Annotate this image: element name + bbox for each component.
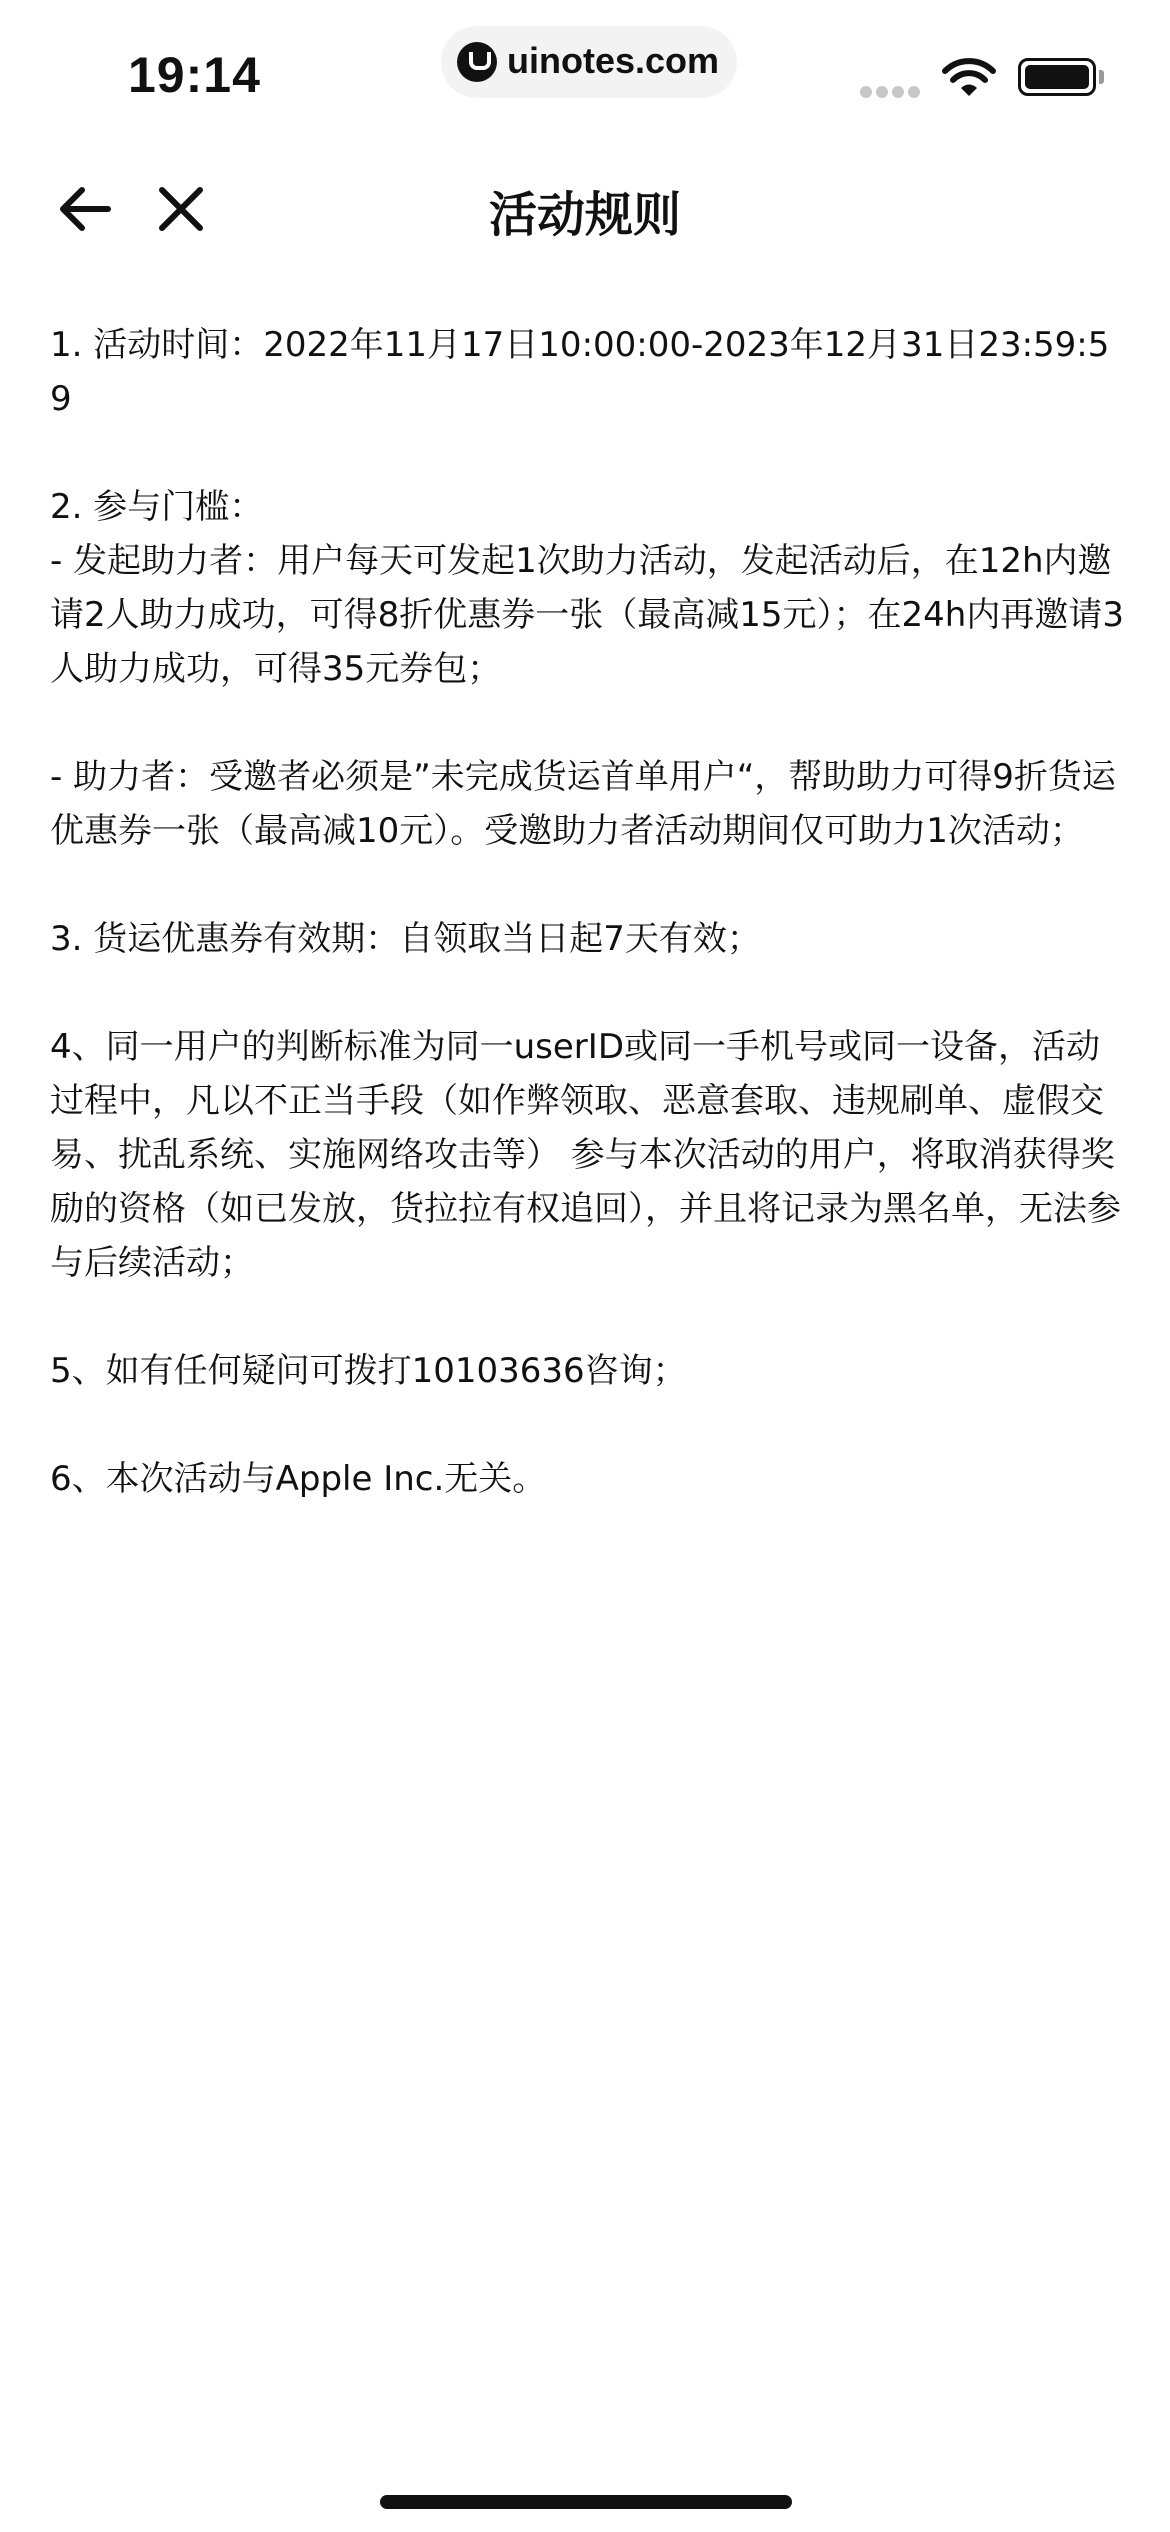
cellular-signal-icon	[860, 86, 922, 98]
rule-contact: 5、如有任何疑问可拨打10103636咨询；	[50, 1351, 687, 1391]
url-text: uinotes.com	[507, 40, 720, 81]
rule-user-standard: 4、同一用户的判断标准为同一userID或同一手机号或同一设备，活动过程中，凡以不正当手段（如作弊领取、恶意套取、违规刷单、虚假交易、扰乱系统、实施网络攻击等） 参与本次活动的用户，将取消获得奖励的资格（如已发放，货拉拉有权追回），并且将记录为黑名单，无法参与后续活动；	[50, 1027, 1121, 1283]
page-title: 活动规则	[488, 187, 681, 243]
home-indicator[interactable]	[380, 2495, 792, 2509]
nav-bar	[0, 150, 1170, 270]
rule-activity-time: 1. 活动时间：2022年11月17日10:00:00-2023年12月31日23:59:59	[50, 325, 1110, 419]
rule-threshold-heading: 2. 参与门槛：	[50, 487, 264, 527]
wifi-icon	[942, 58, 996, 98]
url-pill[interactable]	[441, 26, 737, 98]
rule-apple-disclaimer: 6、本次活动与Apple Inc.无关。	[50, 1459, 547, 1499]
site-logo-icon	[457, 42, 497, 82]
rules-content	[50, 318, 1130, 1560]
battery-icon	[1018, 58, 1096, 96]
rule-coupon-validity: 3. 货运优惠券有效期：自领取当日起7天有效；	[50, 919, 761, 959]
rule-initiator: - 发起助力者：用户每天可发起1次助力活动，发起活动后，在12h内邀请2人助力成功，可得8折优惠券一张（最高减15元）；在24h内再邀请3人助力成功，可得35元券包；	[50, 541, 1124, 689]
status-bar	[0, 0, 1170, 150]
battery-tip	[1099, 70, 1104, 84]
status-time: 19:14	[128, 47, 261, 103]
rule-helper: - 助力者：受邀者必须是”未完成货运首单用户“，帮助助力可得9折货运优惠券一张（最高减10元）。受邀助力者活动期间仅可助力1次活动；	[50, 757, 1116, 851]
